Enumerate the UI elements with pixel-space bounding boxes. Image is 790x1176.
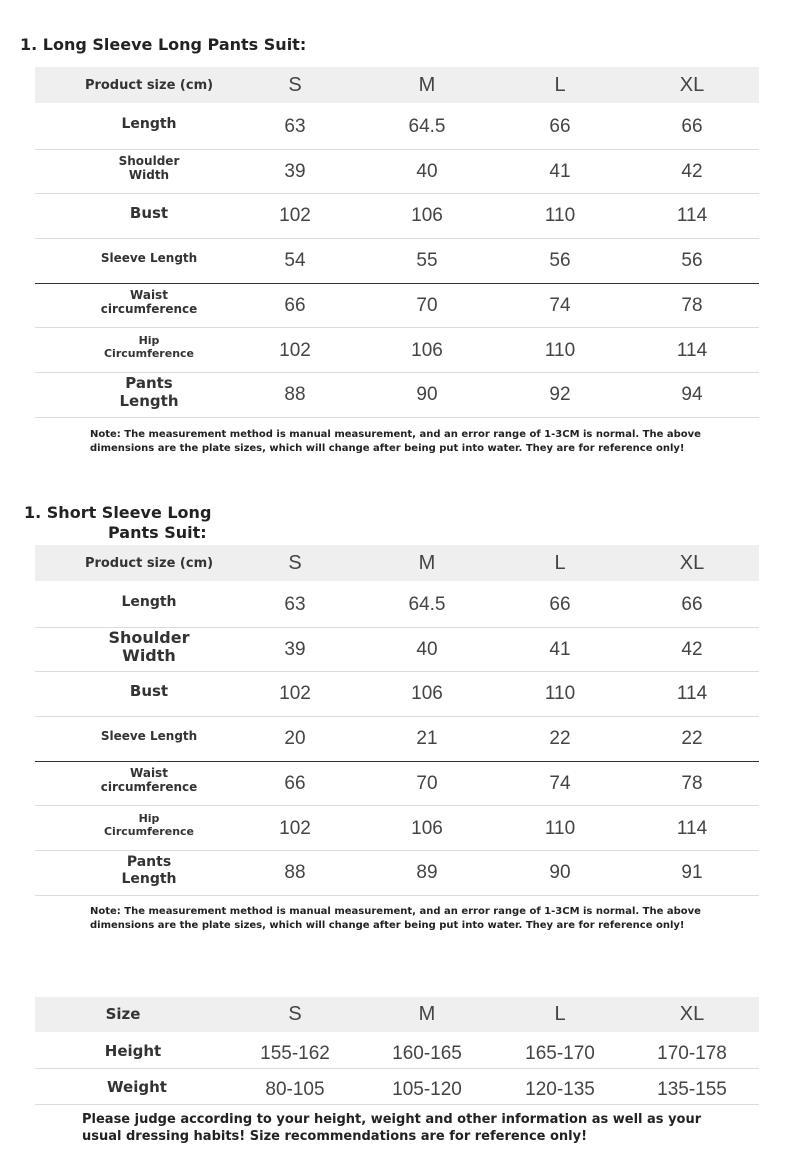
table-cell: 56 — [549, 250, 571, 272]
table-cell: 110 — [544, 817, 576, 839]
table-cell: 92 — [549, 384, 571, 406]
table1-header-l: L — [554, 74, 566, 96]
row-label-text: Waist circumference — [100, 288, 198, 317]
table-cell: 42 — [681, 160, 703, 182]
table-cell: 66 — [681, 116, 703, 137]
table2-header-label: Product size (cm) — [84, 555, 214, 571]
table-row — [35, 373, 759, 418]
table3-header-xl: XL — [679, 1003, 705, 1025]
table-row — [35, 672, 759, 717]
row-label-text: Hip Circumference — [103, 334, 195, 360]
row-label-text: Length — [121, 594, 177, 611]
table-cell: 110 — [544, 683, 576, 705]
table2-header-m: M — [418, 552, 436, 574]
table-cell: 55 — [416, 250, 438, 272]
table-cell: 70 — [416, 294, 438, 316]
table-row — [35, 717, 759, 762]
table1-note: Note: The measurement method is manual measurement, and an error range of 1-3CM is normal. The above dimensions are the plate sizes, which will change after being put into water. They are for reference only! — [90, 429, 701, 454]
row-label-text: Waist circumference — [100, 766, 198, 795]
table3-cell: 80-105 — [265, 1079, 325, 1100]
table2-title-line1: 1. Short Sleeve Long — [24, 503, 212, 522]
table-cell: 106 — [411, 683, 443, 705]
table3-cell: 105-120 — [392, 1079, 462, 1100]
table-cell: 22 — [681, 728, 703, 750]
row-label-text: Pants Length — [121, 854, 177, 887]
row-label-text: Shoulder Width — [108, 627, 190, 666]
table3-header-l: L — [554, 1003, 566, 1025]
table-cell: 74 — [549, 294, 571, 316]
table-cell: 41 — [549, 638, 571, 660]
table3-cell: 165-170 — [525, 1043, 595, 1064]
table-cell: 40 — [416, 160, 438, 182]
table1-header-xl: XL — [679, 74, 705, 96]
table3-cell: 120-135 — [525, 1079, 595, 1100]
row-label-text: Hip Circumference — [103, 812, 195, 838]
table-row — [35, 150, 759, 195]
table2-header-s: S — [288, 552, 302, 574]
table-row — [35, 284, 759, 329]
table-cell: 78 — [681, 772, 703, 794]
table-cell: 64.5 — [408, 116, 446, 137]
table-row — [35, 105, 759, 150]
table3-header-row — [35, 997, 759, 1032]
table-cell: 64.5 — [408, 594, 446, 615]
table3-header-s: S — [288, 1003, 302, 1025]
table-row — [35, 194, 759, 239]
table-cell: 40 — [416, 638, 438, 660]
table3-row-label: Weight — [107, 1077, 167, 1096]
row-label-text: Bust — [129, 682, 169, 701]
table-row — [35, 807, 759, 852]
table-row — [35, 762, 759, 807]
table-cell: 89 — [416, 862, 438, 884]
table-cell: 110 — [544, 339, 576, 361]
table-cell: 78 — [681, 294, 703, 316]
table-cell: 39 — [284, 160, 306, 182]
table-cell: 66 — [284, 294, 306, 316]
row-label-text: Pants Length — [119, 374, 179, 410]
table1-title: 1. Long Sleeve Long Pants Suit: — [20, 35, 307, 54]
table-cell: 74 — [549, 772, 571, 794]
table-cell: 66 — [681, 594, 703, 615]
table-cell: 114 — [676, 683, 708, 705]
table2-header-xl: XL — [679, 552, 705, 574]
table3-row-weight — [35, 1069, 759, 1105]
table1-header-m: M — [418, 74, 436, 96]
table-cell: 22 — [549, 728, 571, 750]
row-label-text: Length — [121, 116, 177, 133]
table-cell: 66 — [549, 594, 571, 615]
table-cell: 88 — [284, 862, 306, 884]
table3-cell: 155-162 — [260, 1043, 330, 1064]
table-cell: 106 — [411, 339, 443, 361]
table-cell: 54 — [284, 250, 306, 272]
table-cell: 102 — [279, 683, 311, 705]
table-cell: 39 — [284, 638, 306, 660]
table-cell: 102 — [279, 339, 311, 361]
table2-header-row — [35, 545, 759, 581]
table-cell: 106 — [411, 817, 443, 839]
table-row — [35, 329, 759, 374]
table3-cell: 160-165 — [392, 1043, 462, 1064]
table-cell: 94 — [681, 384, 703, 406]
row-label-text: Shoulder Width — [118, 154, 180, 183]
table2-header-l: L — [554, 552, 566, 574]
table-cell: 106 — [411, 205, 443, 227]
table-cell: 102 — [279, 205, 311, 227]
table-cell: 41 — [549, 160, 571, 182]
table-cell: 56 — [681, 250, 703, 272]
table-cell: 66 — [284, 772, 306, 794]
table2-note: Note: The measurement method is manual measurement, and an error range of 1-3CM is normal. The above dimensions are the plate sizes, which will change after being put into water. They are for reference only! — [90, 906, 701, 931]
table-row — [35, 583, 759, 628]
table-cell: 91 — [681, 862, 703, 884]
row-label-text: Sleeve Length — [100, 728, 198, 743]
table-cell: 90 — [549, 862, 571, 884]
table-cell: 63 — [284, 594, 306, 615]
table-row — [35, 628, 759, 673]
table1-header-label: Product size (cm) — [84, 77, 214, 93]
table3-cell: 135-155 — [657, 1079, 727, 1100]
table-cell: 102 — [279, 817, 311, 839]
table-cell: 90 — [416, 384, 438, 406]
table3-note: Please judge according to your height, weight and other information as well as your usual dressing habits! Size recommendations are for reference only! — [82, 1112, 702, 1144]
table-cell: 70 — [416, 772, 438, 794]
table-cell: 66 — [549, 116, 571, 137]
table-cell: 20 — [284, 728, 306, 750]
table3-row-label: Height — [104, 1042, 162, 1060]
row-label-text: Sleeve Length — [100, 250, 198, 265]
table-cell: 114 — [676, 817, 708, 839]
table3-header-label: Size — [105, 1004, 141, 1023]
table2-title-line2: Pants Suit: — [108, 523, 207, 542]
table3-row-height — [35, 1034, 759, 1069]
table3-header-m: M — [418, 1003, 436, 1025]
table-cell: 114 — [676, 339, 708, 361]
table-row — [35, 239, 759, 284]
table3-cell: 170-178 — [657, 1043, 727, 1064]
table-cell: 88 — [284, 384, 306, 406]
row-label-text: Bust — [129, 204, 169, 223]
table1-header-row — [35, 67, 759, 103]
table-cell: 110 — [544, 205, 576, 227]
table-cell: 21 — [416, 728, 438, 750]
table1-header-s: S — [288, 74, 302, 96]
table-cell: 63 — [284, 116, 306, 137]
table-row — [35, 851, 759, 896]
table-cell: 42 — [681, 638, 703, 660]
table-cell: 114 — [676, 205, 708, 227]
